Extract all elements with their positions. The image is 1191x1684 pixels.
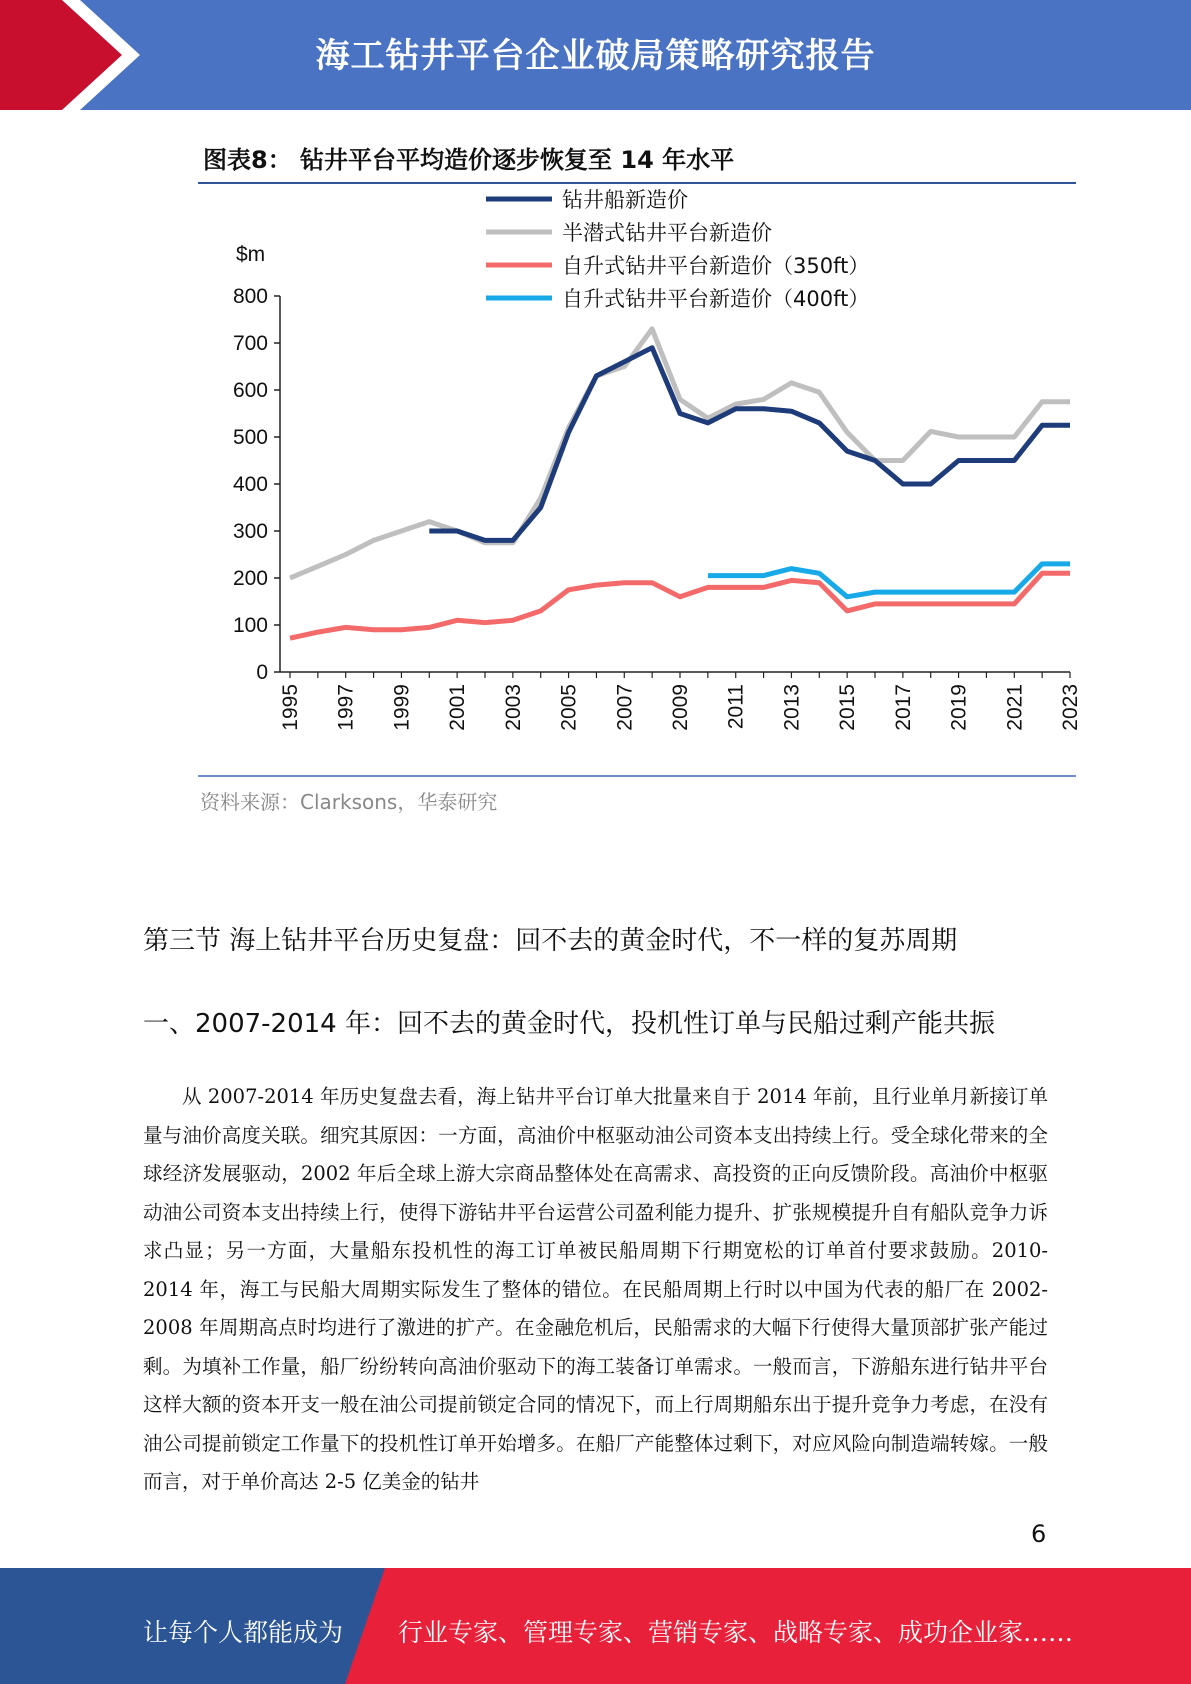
x-tick-label: 2005 [557, 684, 581, 731]
x-tick-label: 2003 [501, 684, 525, 731]
y-tick-label: 700 [232, 332, 268, 355]
chart-legend [486, 188, 869, 311]
figure-top-rule [198, 182, 1076, 184]
chart-axes [233, 285, 1082, 731]
subsection-heading: 一、2007-2014 年：回不去的黄金时代，投机性订单与民船过剩产能共振 [143, 1009, 995, 1039]
x-tick-label: 2009 [669, 684, 692, 731]
x-tick-label: 2019 [947, 684, 971, 731]
y-tick-label: 500 [232, 426, 268, 449]
series-line-4 [708, 564, 1070, 597]
y-tick-label: 600 [232, 379, 268, 402]
footer-slogan-right: 行业专家、管理专家、营销专家、战略专家、成功企业家…… [398, 1618, 1074, 1647]
y-tick-label: 0 [256, 661, 268, 684]
series-line-2 [290, 329, 1070, 578]
footer-slogan-left: 让每个人都能成为 [143, 1618, 344, 1647]
legend-label-4: 自升式钻井平台新造价（400ft） [562, 287, 870, 311]
x-tick-label: 2013 [780, 684, 804, 731]
x-tick-label: 2017 [891, 684, 915, 731]
x-tick-label: 2015 [836, 684, 860, 731]
x-tick-label: 1997 [334, 684, 358, 731]
section-heading: 第三节 海上钻井平台历史复盘：回不去的黄金时代，不一样的复苏周期 [143, 926, 958, 956]
x-tick-label: 1999 [390, 684, 414, 731]
figure-bottom-rule [198, 775, 1076, 777]
y-axis-label: $m [236, 243, 266, 266]
header-title: 海工钻井平台企业破局策略研究报告 [315, 36, 876, 76]
y-tick-label: 800 [232, 285, 268, 308]
y-tick-label: 100 [232, 614, 268, 637]
figure-title: 图表8： 钻井平台平均造价逐步恢复至 14 年水平 [203, 146, 735, 174]
page-footer [0, 1568, 1191, 1684]
legend-label-2: 半潜式钻井平台新造价 [562, 221, 772, 245]
x-tick-label: 2023 [1059, 684, 1082, 731]
x-tick-label: 2001 [446, 684, 470, 731]
x-tick-label: 2007 [613, 684, 637, 731]
series-line-3 [290, 573, 1070, 638]
page-header [0, 0, 1191, 110]
y-tick-label: 400 [232, 473, 268, 496]
legend-label-1: 钻井船新造价 [562, 188, 688, 212]
body-paragraph: 从 2007-2014 年历史复盘去看，海上钻井平台订单大批量来自于 2014 年前，且行业单月新接订单量与油价高度关联。细究其原因：一方面，高油价中枢驱动油公司资本支出持续上行。受全球化带来的全球经济发展驱动，2002 年后全球上游大宗商品整体处在高需求、高投资的正向反馈阶段。高油价中枢驱动油公司资本支出持续上行，使得下游钻井平台运营公司盈利能力提升、扩张规模提升自有船队竞争力诉求凸显；另一方面，大量船东投机性的海工订单被民船周期下行期宽松的订单首付要求鼓励。2010-2014 年，海工与民船大周期实际发生了整体的错位。在民船周期上行时以中国为代表的船厂在 2002-2008 年周期高点时均进行了激进的扩产。在金融危机后，民船需求的大幅下行使得大量顶部扩张产能过剩。为填补工作量，船厂纷纷转向高油价驱动下的海工装备订单需求。一般而言，下游船东进行钻井平台这样大额的资本开支一般在油公司提前锁定合同的情况下，而上行周期船东出于提升竞争力考虑，在没有油公司提前锁定工作量下的投机性订单开始增多。在船厂产能整体过剩下，对应风险向制造端转嫁。一般而言，对于单价高达 2-5 亿美金的钻井 [143, 1085, 1048, 1493]
legend-label-3: 自升式钻井平台新造价（350ft） [562, 254, 870, 278]
page-number: 6 [1031, 1520, 1047, 1548]
y-tick-label: 300 [232, 520, 268, 543]
figure-source: 资料来源：Clarksons，华泰研究 [200, 790, 498, 814]
chart-series [290, 329, 1070, 638]
x-tick-label: 1995 [279, 684, 302, 731]
y-tick-label: 200 [232, 567, 268, 590]
x-tick-label: 2011 [724, 684, 748, 730]
series-line-1 [429, 348, 1070, 541]
line-chart [190, 186, 1090, 772]
x-tick-label: 2021 [1003, 684, 1027, 731]
